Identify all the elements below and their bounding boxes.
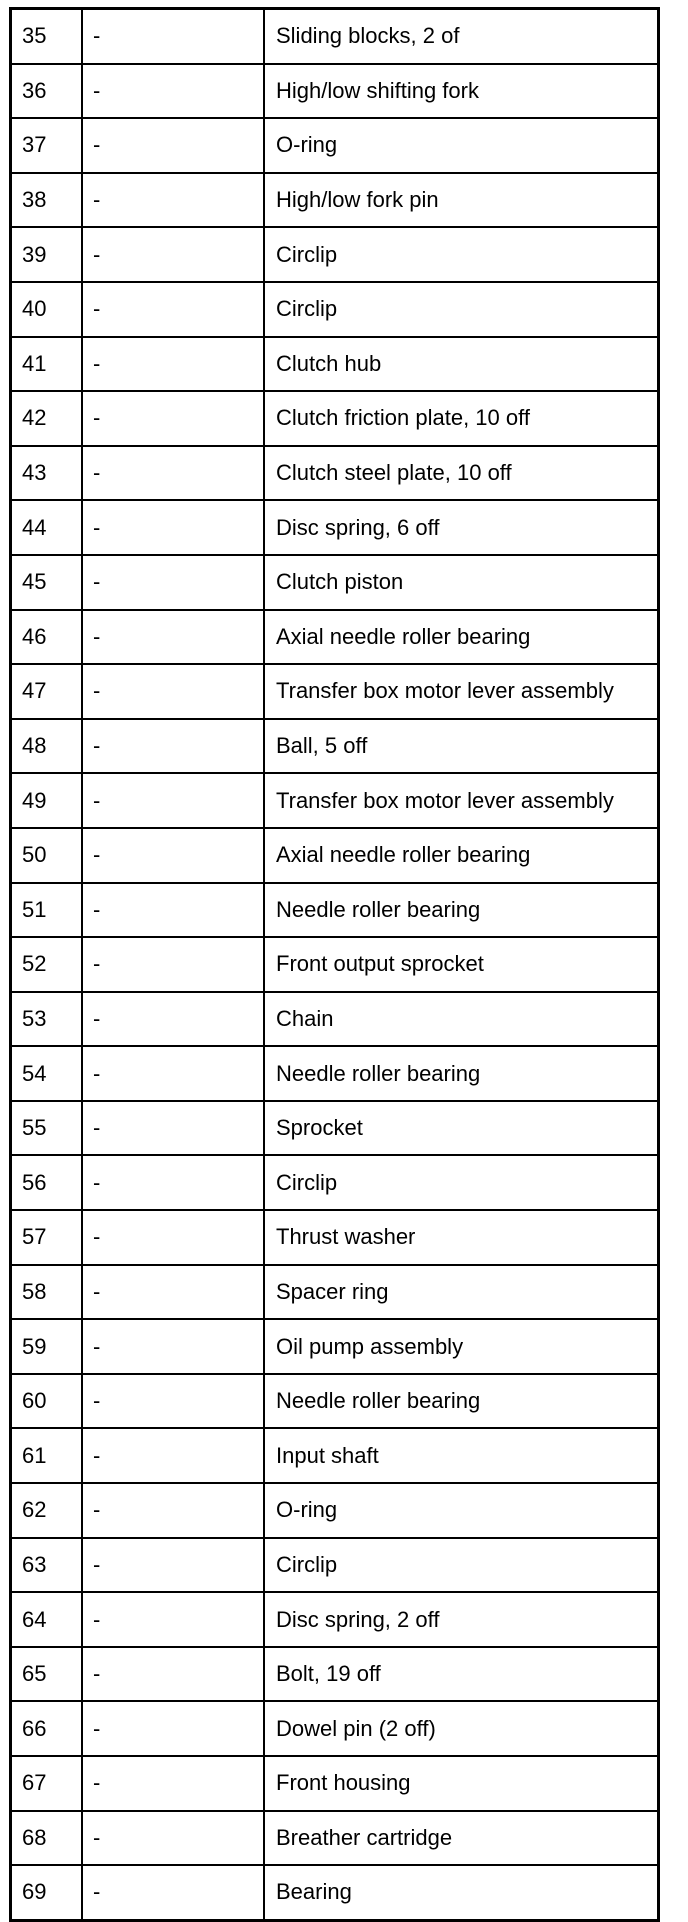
table-row bbox=[11, 1865, 659, 1920]
table-row bbox=[11, 1483, 659, 1538]
part-description-cell: Clutch hub bbox=[264, 337, 659, 392]
quantity-dash-cell: - bbox=[82, 1319, 264, 1374]
table-row bbox=[11, 1756, 659, 1811]
table-row bbox=[11, 1210, 659, 1265]
parts-list-body bbox=[11, 9, 659, 1921]
item-number-cell: 55 bbox=[11, 1101, 83, 1156]
quantity-dash-cell: - bbox=[82, 173, 264, 228]
table-row bbox=[11, 9, 659, 64]
item-number-cell: 48 bbox=[11, 719, 83, 774]
part-description-cell: Input shaft bbox=[264, 1428, 659, 1483]
table-row bbox=[11, 1647, 659, 1702]
part-description-cell: Disc spring, 2 off bbox=[264, 1592, 659, 1647]
table-row bbox=[11, 1428, 659, 1483]
item-number-cell: 59 bbox=[11, 1319, 83, 1374]
item-number-cell: 57 bbox=[11, 1210, 83, 1265]
item-number-cell: 43 bbox=[11, 446, 83, 501]
part-description-cell: Circlip bbox=[264, 1538, 659, 1593]
quantity-dash-cell: - bbox=[82, 1865, 264, 1920]
item-number-cell: 51 bbox=[11, 883, 83, 938]
quantity-dash-cell: - bbox=[82, 1647, 264, 1702]
part-description-cell: Clutch friction plate, 10 off bbox=[264, 391, 659, 446]
part-description-cell: O-ring bbox=[264, 118, 659, 173]
item-number-cell: 37 bbox=[11, 118, 83, 173]
quantity-dash-cell: - bbox=[82, 282, 264, 337]
part-description-cell: Needle roller bearing bbox=[264, 883, 659, 938]
table-row bbox=[11, 555, 659, 610]
item-number-cell: 62 bbox=[11, 1483, 83, 1538]
part-description-cell: Clutch piston bbox=[264, 555, 659, 610]
quantity-dash-cell: - bbox=[82, 64, 264, 119]
table-row bbox=[11, 992, 659, 1047]
table-row bbox=[11, 1265, 659, 1320]
item-number-cell: 39 bbox=[11, 227, 83, 282]
table-row bbox=[11, 664, 659, 719]
quantity-dash-cell: - bbox=[82, 337, 264, 392]
quantity-dash-cell: - bbox=[82, 227, 264, 282]
part-description-cell: Bolt, 19 off bbox=[264, 1647, 659, 1702]
item-number-cell: 36 bbox=[11, 64, 83, 119]
quantity-dash-cell: - bbox=[82, 992, 264, 1047]
part-description-cell: Disc spring, 6 off bbox=[264, 500, 659, 555]
item-number-cell: 35 bbox=[11, 9, 83, 64]
quantity-dash-cell: - bbox=[82, 1811, 264, 1866]
item-number-cell: 63 bbox=[11, 1538, 83, 1593]
table-row bbox=[11, 337, 659, 392]
table-row bbox=[11, 828, 659, 883]
item-number-cell: 61 bbox=[11, 1428, 83, 1483]
item-number-cell: 47 bbox=[11, 664, 83, 719]
quantity-dash-cell: - bbox=[82, 610, 264, 665]
part-description-cell: Front housing bbox=[264, 1756, 659, 1811]
part-description-cell: Clutch steel plate, 10 off bbox=[264, 446, 659, 501]
table-row bbox=[11, 937, 659, 992]
quantity-dash-cell: - bbox=[82, 883, 264, 938]
part-description-cell: Needle roller bearing bbox=[264, 1374, 659, 1429]
table-row bbox=[11, 118, 659, 173]
item-number-cell: 56 bbox=[11, 1155, 83, 1210]
part-description-cell: Sliding blocks, 2 of bbox=[264, 9, 659, 64]
item-number-cell: 41 bbox=[11, 337, 83, 392]
item-number-cell: 42 bbox=[11, 391, 83, 446]
part-description-cell: Circlip bbox=[264, 1155, 659, 1210]
item-number-cell: 38 bbox=[11, 173, 83, 228]
parts-list-table bbox=[9, 7, 660, 1922]
item-number-cell: 45 bbox=[11, 555, 83, 610]
table-row bbox=[11, 1101, 659, 1156]
quantity-dash-cell: - bbox=[82, 1592, 264, 1647]
part-description-cell: Thrust washer bbox=[264, 1210, 659, 1265]
item-number-cell: 65 bbox=[11, 1647, 83, 1702]
part-description-cell: Circlip bbox=[264, 227, 659, 282]
quantity-dash-cell: - bbox=[82, 1374, 264, 1429]
part-description-cell: O-ring bbox=[264, 1483, 659, 1538]
quantity-dash-cell: - bbox=[82, 1210, 264, 1265]
quantity-dash-cell: - bbox=[82, 446, 264, 501]
item-number-cell: 46 bbox=[11, 610, 83, 665]
quantity-dash-cell: - bbox=[82, 555, 264, 610]
item-number-cell: 69 bbox=[11, 1865, 83, 1920]
quantity-dash-cell: - bbox=[82, 1538, 264, 1593]
part-description-cell: Sprocket bbox=[264, 1101, 659, 1156]
quantity-dash-cell: - bbox=[82, 664, 264, 719]
part-description-cell: High/low shifting fork bbox=[264, 64, 659, 119]
quantity-dash-cell: - bbox=[82, 9, 264, 64]
quantity-dash-cell: - bbox=[82, 828, 264, 883]
quantity-dash-cell: - bbox=[82, 391, 264, 446]
item-number-cell: 53 bbox=[11, 992, 83, 1047]
item-number-cell: 67 bbox=[11, 1756, 83, 1811]
part-description-cell: Axial needle roller bearing bbox=[264, 828, 659, 883]
part-description-cell: Chain bbox=[264, 992, 659, 1047]
table-row bbox=[11, 500, 659, 555]
part-description-cell: Ball, 5 off bbox=[264, 719, 659, 774]
item-number-cell: 52 bbox=[11, 937, 83, 992]
table-row bbox=[11, 773, 659, 828]
table-row bbox=[11, 719, 659, 774]
quantity-dash-cell: - bbox=[82, 719, 264, 774]
part-description-cell: Circlip bbox=[264, 282, 659, 337]
part-description-cell: Dowel pin (2 off) bbox=[264, 1701, 659, 1756]
quantity-dash-cell: - bbox=[82, 1428, 264, 1483]
part-description-cell: Axial needle roller bearing bbox=[264, 610, 659, 665]
item-number-cell: 44 bbox=[11, 500, 83, 555]
part-description-cell: Front output sprocket bbox=[264, 937, 659, 992]
table-row bbox=[11, 227, 659, 282]
table-row bbox=[11, 64, 659, 119]
table-row bbox=[11, 1046, 659, 1101]
quantity-dash-cell: - bbox=[82, 1756, 264, 1811]
quantity-dash-cell: - bbox=[82, 500, 264, 555]
quantity-dash-cell: - bbox=[82, 1483, 264, 1538]
table-row bbox=[11, 1701, 659, 1756]
quantity-dash-cell: - bbox=[82, 937, 264, 992]
item-number-cell: 58 bbox=[11, 1265, 83, 1320]
quantity-dash-cell: - bbox=[82, 1155, 264, 1210]
item-number-cell: 50 bbox=[11, 828, 83, 883]
table-row bbox=[11, 1538, 659, 1593]
part-description-cell: High/low fork pin bbox=[264, 173, 659, 228]
item-number-cell: 40 bbox=[11, 282, 83, 337]
item-number-cell: 68 bbox=[11, 1811, 83, 1866]
part-description-cell: Transfer box motor lever assembly bbox=[264, 773, 659, 828]
table-row bbox=[11, 446, 659, 501]
part-description-cell: Spacer ring bbox=[264, 1265, 659, 1320]
quantity-dash-cell: - bbox=[82, 1101, 264, 1156]
item-number-cell: 60 bbox=[11, 1374, 83, 1429]
table-row bbox=[11, 282, 659, 337]
part-description-cell: Needle roller bearing bbox=[264, 1046, 659, 1101]
part-description-cell: Breather cartridge bbox=[264, 1811, 659, 1866]
item-number-cell: 54 bbox=[11, 1046, 83, 1101]
quantity-dash-cell: - bbox=[82, 1701, 264, 1756]
quantity-dash-cell: - bbox=[82, 773, 264, 828]
item-number-cell: 49 bbox=[11, 773, 83, 828]
table-row bbox=[11, 1374, 659, 1429]
item-number-cell: 66 bbox=[11, 1701, 83, 1756]
table-row bbox=[11, 391, 659, 446]
part-description-cell: Bearing bbox=[264, 1865, 659, 1920]
table-row bbox=[11, 1811, 659, 1866]
quantity-dash-cell: - bbox=[82, 1265, 264, 1320]
table-row bbox=[11, 1319, 659, 1374]
table-row bbox=[11, 883, 659, 938]
table-row bbox=[11, 610, 659, 665]
table-row bbox=[11, 1592, 659, 1647]
part-description-cell: Transfer box motor lever assembly bbox=[264, 664, 659, 719]
item-number-cell: 64 bbox=[11, 1592, 83, 1647]
quantity-dash-cell: - bbox=[82, 1046, 264, 1101]
part-description-cell: Oil pump assembly bbox=[264, 1319, 659, 1374]
quantity-dash-cell: - bbox=[82, 118, 264, 173]
table-row bbox=[11, 1155, 659, 1210]
table-row bbox=[11, 173, 659, 228]
